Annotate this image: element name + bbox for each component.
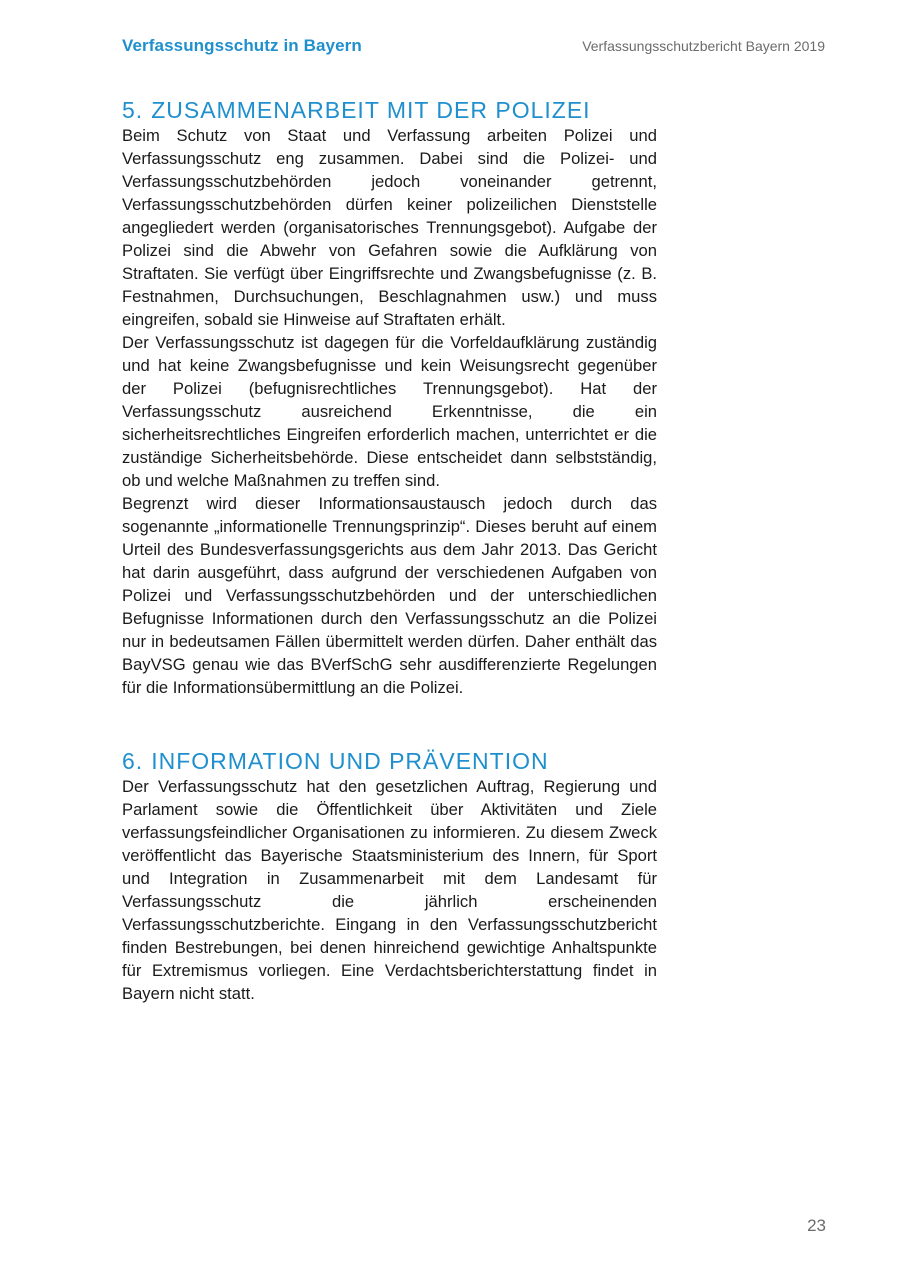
body-paragraph: Begrenzt wird dieser Informationsaustausch jedoch durch das sogenannte „informationelle Trennungsprinzip“. Dieses beruht auf einem Urteil des Bundesverfassungsgerichts aus dem Jahr 2013. Das Gericht hat darin ausgeführt, dass aufgrund der verschiedenen Aufgaben von Polizei und Verfassungsschutzbehörden und der unterschiedlichen Befugnisse Informationen durch den Verfassungsschutz an die Polizei nur in bedeutsamen Fällen übermittelt werden dürfen. Daher enthält das BayVSG genau wie das BVerfSchG sehr ausdifferenzierte Regelungen für die Informationsübermittlung an die Polizei. — [122, 494, 657, 697]
body-paragraph: Beim Schutz von Staat und Verfassung arbeiten Polizei und Verfassungsschutz eng zusammen. Dabei sind die Polizei- und Verfassungsschutzbehörden jedoch voneinander getrennt, Verfassungsschutzbehörden dürfen keiner polizeilichen Dienststelle angegliedert werden (organisatorisches Trennungsgebot). Aufgabe der Polizei sind die Abwehr von Gefahren sowie die Aufklärung von Straftaten. Sie verfügt über Eingriffsrechte und Zwangsbefugnisse (z. B. Festnahmen, Durchsuchungen, Beschlagnahmen usw.) und muss eingreifen, sobald sie Hinweise auf Straftaten erhält. — [122, 126, 657, 329]
section-heading — [122, 747, 657, 775]
page-number: 23 — [807, 1216, 826, 1235]
section-number: 5. — [122, 97, 144, 123]
section-information-praevention — [122, 747, 657, 1005]
section-heading — [122, 96, 657, 124]
section-title: ZUSAMMENARBEIT MIT DER POLIZEI — [151, 97, 591, 123]
running-header-section: Verfassungsschutz in Bayern — [122, 36, 362, 55]
section-title: INFORMATION UND PRÄVENTION — [151, 748, 549, 774]
running-header-report-title: Verfassungsschutzbericht Bayern 2019 — [582, 38, 825, 54]
section-number: 6. — [122, 748, 144, 774]
page-content — [122, 96, 657, 1005]
body-paragraph: Der Verfassungsschutz ist dagegen für die Vorfeldaufklärung zuständig und hat keine Zwangsbefugnisse und kein Weisungsrecht gegenüber der Polizei (befugnisrechtliches Trennungsgebot). Hat der Verfassungsschutz ausreichend Erkenntnisse, die ein sicherheitsrechtliches Eingreifen erforderlich machen, unterrichtet er die zuständige Sicherheitsbehörde. Diese entscheidet dann selbstständig, ob und welche Maßnahmen zu treffen sind. — [122, 333, 657, 490]
section-zusammenarbeit-polizei — [122, 96, 657, 699]
body-paragraph: Der Verfassungsschutz hat den gesetzlichen Auftrag, Regierung und Parlament sowie die Öffentlichkeit über Aktivitäten und Ziele verfassungsfeindlicher Organisationen zu informieren. Zu diesem Zweck veröffentlicht das Bayerische Staatsministerium des Innern, für Sport und Integration in Zusammenarbeit mit dem Landesamt für Verfassungsschutz die jährlich erscheinenden Verfassungsschutzberichte. Eingang in den Verfassungsschutzbericht finden Bestrebungen, bei denen hinreichend gewichtige Anhaltspunkte für Extremismus vorliegen. Eine Verdachtsberichterstattung findet in Bayern nicht statt. — [122, 777, 657, 1003]
